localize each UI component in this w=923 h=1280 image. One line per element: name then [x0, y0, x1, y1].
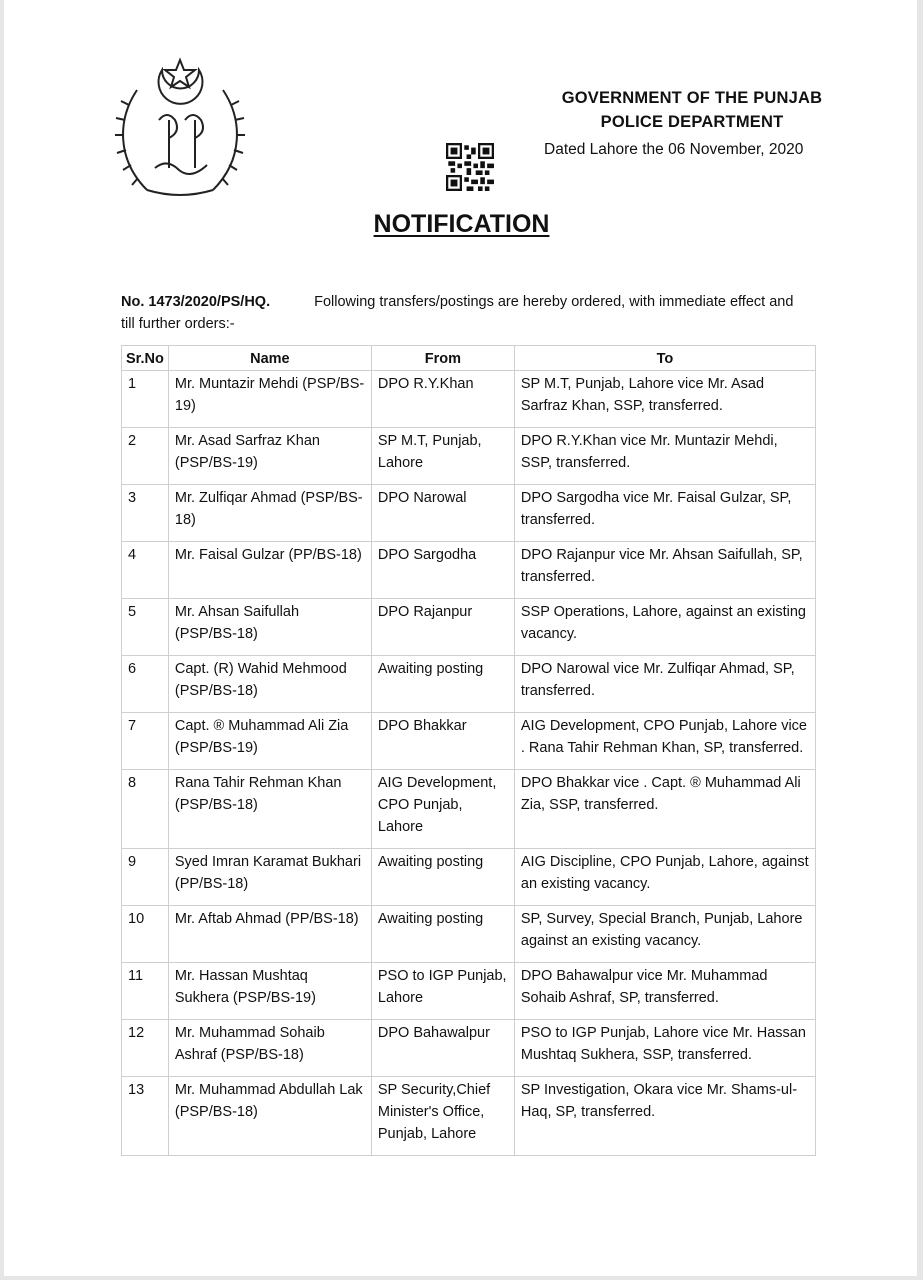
table-row	[122, 1020, 816, 1077]
cell-name: Mr. Ahsan Saifullah (PSP/BS-18)	[168, 599, 371, 656]
cell-from: AIG Development, CPO Punjab, Lahore	[371, 770, 514, 849]
cell-srno: 4	[122, 542, 169, 599]
cell-srno: 6	[122, 656, 169, 713]
cell-srno: 8	[122, 770, 169, 849]
department-line: POLICE DEPARTMENT	[600, 113, 784, 131]
reference-paragraph	[121, 291, 811, 335]
cell-name: Capt. ® Muhammad Ali Zia (PSP/BS-19)	[168, 713, 371, 770]
cell-name: Mr. Hassan Mushtaq Sukhera (PSP/BS-19)	[168, 963, 371, 1020]
cell-from: DPO Rajanpur	[371, 599, 514, 656]
column-header-srno: Sr.No	[122, 346, 169, 371]
transfers-table	[121, 345, 816, 1156]
column-header-name: Name	[168, 346, 371, 371]
cell-to: DPO Narowal vice Mr. Zulfiqar Ahmad, SP, transferred.	[514, 656, 815, 713]
cell-srno: 10	[122, 906, 169, 963]
cell-from: PSO to IGP Punjab, Lahore	[371, 963, 514, 1020]
cell-to: DPO Rajanpur vice Mr. Ahsan Saifullah, SP, transferred.	[514, 542, 815, 599]
table-row	[122, 428, 816, 485]
cell-to: SSP Operations, Lahore, against an existing vacancy.	[514, 599, 815, 656]
cell-from: Awaiting posting	[371, 656, 514, 713]
cell-name: Mr. Zulfiqar Ahmad (PSP/BS-18)	[168, 485, 371, 542]
table-row	[122, 485, 816, 542]
cell-from: DPO Bhakkar	[371, 713, 514, 770]
cell-srno: 13	[122, 1077, 169, 1156]
cell-to: AIG Discipline, CPO Punjab, Lahore, against an existing vacancy.	[514, 849, 815, 906]
cell-to: DPO R.Y.Khan vice Mr. Muntazir Mehdi, SSP, transferred.	[514, 428, 815, 485]
cell-from: DPO Narowal	[371, 485, 514, 542]
column-header-to: To	[514, 346, 815, 371]
cell-srno: 12	[122, 1020, 169, 1077]
table-row	[122, 656, 816, 713]
date-line: Dated Lahore the 06 November, 2020	[544, 141, 804, 158]
cell-to: DPO Bahawalpur vice Mr. Muhammad Sohaib Ashraf, SP, transferred.	[514, 963, 815, 1020]
cell-from: DPO R.Y.Khan	[371, 371, 514, 428]
cell-to: SP, Survey, Special Branch, Punjab, Lahore against an existing vacancy.	[514, 906, 815, 963]
punjab-police-crest-icon	[107, 50, 253, 205]
cell-srno: 3	[122, 485, 169, 542]
cell-name: Rana Tahir Rehman Khan (PSP/BS-18)	[168, 770, 371, 849]
cell-from: SP M.T, Punjab, Lahore	[371, 428, 514, 485]
table-row	[122, 542, 816, 599]
reference-text: Following transfers/postings are hereby ordered, with immediate effect and till further orders:-	[121, 294, 794, 332]
cell-srno: 7	[122, 713, 169, 770]
cell-from: SP Security,Chief Minister's Office, Punjab, Lahore	[371, 1077, 514, 1156]
cell-srno: 9	[122, 849, 169, 906]
cell-srno: 11	[122, 963, 169, 1020]
cell-name: Mr. Muntazir Mehdi (PSP/BS-19)	[168, 371, 371, 428]
table-row	[122, 963, 816, 1020]
page-title: NOTIFICATION	[373, 210, 550, 238]
cell-srno: 1	[122, 371, 169, 428]
cell-name: Mr. Asad Sarfraz Khan (PSP/BS-19)	[168, 428, 371, 485]
table-row	[122, 371, 816, 428]
reference-number: No. 1473/2020/PS/HQ.	[121, 294, 271, 310]
cell-from: DPO Bahawalpur	[371, 1020, 514, 1077]
cell-name: Mr. Aftab Ahmad (PP/BS-18)	[168, 906, 371, 963]
cell-name: Capt. (R) Wahid Mehmood (PSP/BS-18)	[168, 656, 371, 713]
cell-from: Awaiting posting	[371, 906, 514, 963]
table-row	[122, 770, 816, 849]
government-line: GOVERNMENT OF THE PUNJAB	[561, 89, 823, 107]
table-row	[122, 849, 816, 906]
cell-to: DPO Sargodha vice Mr. Faisal Gulzar, SP, transferred.	[514, 485, 815, 542]
qr-code-icon	[446, 143, 494, 191]
cell-to: AIG Development, CPO Punjab, Lahore vice . Rana Tahir Rehman Khan, SP, transferred.	[514, 713, 815, 770]
table-row	[122, 906, 816, 963]
cell-from: DPO Sargodha	[371, 542, 514, 599]
cell-name: Mr. Faisal Gulzar (PP/BS-18)	[168, 542, 371, 599]
table-header-row	[122, 346, 816, 371]
column-header-from: From	[371, 346, 514, 371]
cell-to: SP Investigation, Okara vice Mr. Shams-ul-Haq, SP, transferred.	[514, 1077, 815, 1156]
cell-name: Syed Imran Karamat Bukhari (PP/BS-18)	[168, 849, 371, 906]
cell-to: SP M.T, Punjab, Lahore vice Mr. Asad Sarfraz Khan, SSP, transferred.	[514, 371, 815, 428]
cell-to: PSO to IGP Punjab, Lahore vice Mr. Hassan Mushtaq Sukhera, SSP, transferred.	[514, 1020, 815, 1077]
table-row	[122, 599, 816, 656]
cell-from: Awaiting posting	[371, 849, 514, 906]
table-row	[122, 713, 816, 770]
table-row	[122, 1077, 816, 1156]
department-heading	[524, 86, 860, 134]
cell-srno: 5	[122, 599, 169, 656]
cell-srno: 2	[122, 428, 169, 485]
cell-name: Mr. Muhammad Abdullah Lak (PSP/BS-18)	[168, 1077, 371, 1156]
cell-to: DPO Bhakkar vice . Capt. ® Muhammad Ali Zia, SSP, transferred.	[514, 770, 815, 849]
cell-name: Mr. Muhammad Sohaib Ashraf (PSP/BS-18)	[168, 1020, 371, 1077]
